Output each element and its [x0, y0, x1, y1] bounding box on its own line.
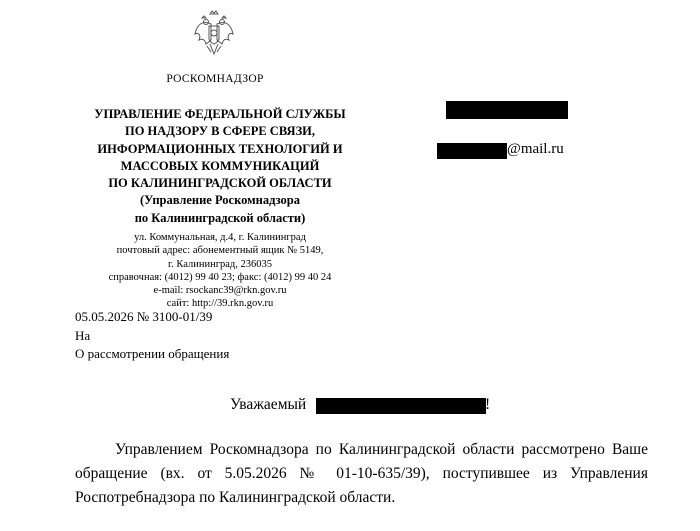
document-date-number: 05.05.2026 № 3100-01/39	[75, 309, 213, 324]
email-line: e-mail: rsockanc39@rkn.gov.ru	[153, 285, 287, 297]
contact-block	[85, 231, 355, 311]
department-line: УПРАВЛЕНИЕ ФЕДЕРАЛЬНОЙ СЛУЖБЫ	[94, 107, 346, 121]
body-paragraph: Управлением Роскомнадзора по Калининградской области рассмотрено Ваше обращение (вх. от 5.05.2026 № 01-10-635/39), поступившее из Управления Роспотребнадзора по Калининградской области.	[75, 441, 648, 506]
address-line: ул. Коммунальная, д.4, г. Калининград	[134, 232, 306, 243]
agency-name: РОСКОМНАДЗОР	[166, 73, 264, 85]
coat-of-arms-icon	[193, 10, 235, 60]
document-subject: О рассмотрении обращения	[75, 346, 230, 361]
department-line: (Управление Роскомнадзора	[140, 193, 300, 208]
reference-label: На	[75, 328, 91, 343]
redacted-email-user	[437, 143, 507, 159]
city-zip-line: г. Калининград, 236035	[167, 258, 272, 270]
department-line: ИНФОРМАЦИОННЫХ ТЕХНОЛОГИЙ И	[97, 141, 343, 156]
postal-address-line: почтовый адрес: абонементный ящик № 5149,	[116, 245, 324, 257]
recipient-email-domain: @mail.ru	[507, 141, 564, 157]
department-line: МАССОВЫХ КОММУНИКАЦИЙ	[120, 158, 320, 173]
department-name	[60, 106, 380, 227]
department-line: по Калининградской области)	[134, 210, 306, 225]
redacted-addressee-name	[316, 398, 486, 414]
website-line: сайт: http://39.rkn.gov.ru	[166, 298, 274, 310]
salutation-word: Уважаемый	[230, 396, 307, 413]
redacted-recipient-name	[446, 101, 568, 119]
phone-fax-line: справочная: (4012) 99 40 23; факс: (4012) 99 40 24	[108, 271, 332, 283]
salutation-exclamation: !	[485, 396, 491, 413]
department-line: ПО КАЛИНИНГРАДСКОЙ ОБЛАСТИ	[108, 176, 332, 191]
department-line: ПО НАДЗОРУ В СФЕРЕ СВЯЗИ,	[124, 124, 316, 139]
